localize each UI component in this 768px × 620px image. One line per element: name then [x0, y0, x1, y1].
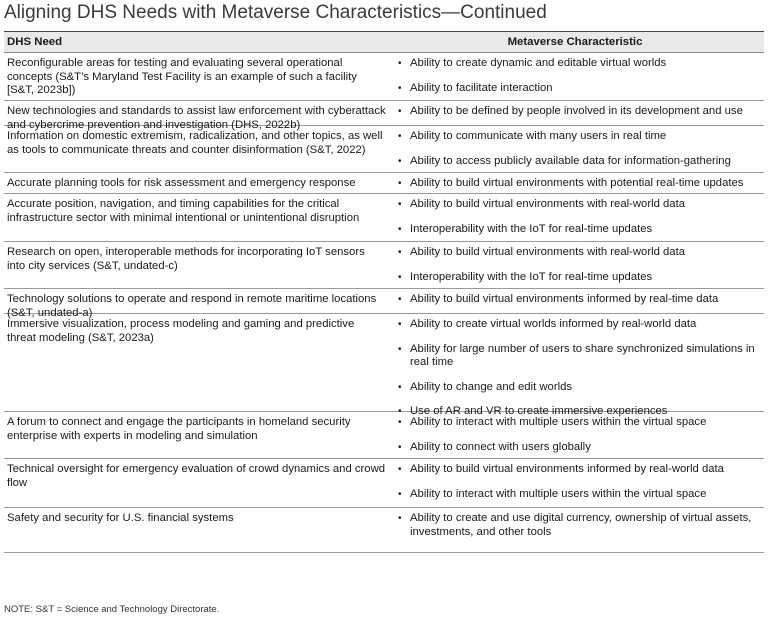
metaverse-characteristic-cell	[396, 314, 764, 418]
list-item	[396, 512, 760, 539]
list-item	[396, 488, 760, 502]
table-row	[4, 459, 764, 508]
table-body	[4, 53, 764, 553]
dhs-need-cell: Technical oversight for emergency evaluation of crowd dynamics and crowd flow	[7, 463, 386, 489]
metaverse-characteristic-cell	[396, 101, 764, 125]
table-row	[4, 126, 764, 173]
bullet-icon: •	[398, 343, 402, 355]
bullet-icon: •	[398, 223, 402, 235]
characteristic-text: Ability to create dynamic and editable virtual worlds	[410, 57, 667, 69]
table-row	[4, 242, 764, 289]
list-item	[396, 57, 760, 71]
metaverse-characteristic-cell	[396, 53, 764, 100]
table-row	[4, 289, 764, 319]
characteristic-text: Ability to create virtual worlds informed by real-world data	[410, 318, 697, 330]
bullet-icon: •	[398, 131, 402, 142]
bullet-icon: •	[398, 178, 402, 189]
bullet-icon: •	[398, 294, 402, 305]
table-row	[4, 173, 764, 194]
metaverse-characteristic-cell	[396, 173, 764, 193]
characteristic-text: Ability to create and use digital currency, ownership of virtual assets, investments, and other tools	[410, 512, 752, 538]
list-item	[396, 463, 760, 477]
list-item	[396, 246, 760, 260]
characteristic-text: Ability to change and edit worlds	[410, 380, 573, 393]
table-row	[4, 508, 764, 553]
bullet-icon: •	[398, 381, 402, 393]
characteristic-text: Ability for large number of users to share synchronized simulations in real time	[410, 342, 755, 369]
dhs-need-cell: Research on open, interoperable methods for incorporating IoT sensors into city services (S&T, undated-c)	[7, 246, 365, 272]
dhs-need-cell: Technology solutions to operate and respond in remote maritime locations (S&T, undated-a)	[7, 293, 377, 319]
bullet-icon: •	[398, 441, 402, 453]
characteristic-text: Ability to interact with multiple users within the virtual space	[410, 416, 707, 428]
metaverse-characteristic-cell	[396, 126, 764, 172]
metaverse-characteristic-cell	[396, 194, 764, 241]
dhs-need-cell: Safety and security for U.S. financial systems	[7, 512, 234, 524]
bullet-icon: •	[398, 319, 402, 330]
list-item	[396, 223, 760, 237]
bullet-icon: •	[398, 488, 402, 500]
dhs-need-cell: Reconfigurable areas for testing and evaluating several operational concepts (S&T’s Maryland Test Facility is an example of such a facility [S&T, 2023b])	[7, 57, 357, 97]
characteristic-text: Ability to build virtual environments with real-world data	[410, 246, 686, 258]
table-title: Aligning DHS Needs with Metaverse Characteristics—Continued	[4, 2, 547, 23]
characteristic-text: Ability to connect with users globally	[410, 440, 591, 453]
characteristic-text: Interoperability with the IoT for real-time updates	[410, 222, 653, 235]
list-item	[396, 381, 760, 395]
table-header	[4, 32, 764, 53]
dhs-need-cell: Accurate planning tools for risk assessment and emergency response	[7, 177, 356, 189]
metaverse-characteristic-cell	[396, 508, 764, 552]
table-row	[4, 314, 764, 418]
bullet-icon: •	[398, 464, 402, 475]
bullet-icon: •	[398, 417, 402, 428]
dhs-need-cell: Immersive visualization, process modeling and gaming and predictive threat modeling (S&T, 2023a)	[7, 318, 355, 344]
list-item	[396, 177, 760, 191]
dhs-need-cell: New technologies and standards to assist law enforcement with cyberattack and cybercrime prevention and investigation (DHS, 2022b)	[7, 105, 386, 131]
dhs-need-cell: Information on domestic extremism, radicalization, and other topics, as well as tools to communicate threats and counter disinformation (S&T, 2022)	[7, 130, 383, 156]
characteristic-text: Ability to build virtual environments informed by real-time data	[410, 293, 719, 305]
characteristic-text: Ability to communicate with many users in real time	[410, 130, 667, 142]
characteristic-text: Interoperability with the IoT for real-time updates	[410, 270, 653, 283]
bullet-icon: •	[398, 58, 402, 69]
list-item	[396, 130, 760, 144]
metaverse-characteristic-cell	[396, 289, 764, 313]
metaverse-characteristic-cell	[396, 459, 764, 507]
bullet-icon: •	[398, 82, 402, 94]
list-item	[396, 155, 760, 169]
characteristic-text: Ability to build virtual environments with real-world data	[410, 198, 686, 210]
table-row	[4, 101, 764, 131]
list-item	[396, 82, 760, 96]
list-item	[396, 271, 760, 285]
characteristic-text: Ability to build virtual environments with potential real-time updates	[410, 177, 744, 189]
bullet-icon: •	[398, 406, 402, 418]
needs-table	[4, 31, 764, 553]
table-row	[4, 194, 764, 242]
bullet-icon: •	[398, 106, 402, 117]
list-item	[396, 441, 760, 455]
characteristic-text: Ability to interact with multiple users within the virtual space	[410, 487, 707, 500]
characteristic-text: Ability to be defined by people involved in its development and use	[410, 105, 743, 117]
characteristic-text: Ability to access publicly available data for information-gathering	[410, 154, 731, 167]
metaverse-characteristic-cell	[396, 242, 764, 288]
list-item	[396, 318, 760, 332]
bullet-icon: •	[398, 247, 402, 258]
dhs-need-cell: A forum to connect and engage the participants in homeland security enterprise with experts in modeling and simulation	[7, 416, 351, 442]
bullet-icon: •	[398, 513, 402, 524]
bullet-icon: •	[398, 199, 402, 210]
metaverse-characteristic-cell	[396, 412, 764, 458]
dhs-need-cell: Accurate position, navigation, and timing capabilities for the critical infrastructure sector with minimal intentional or unintentional disruption	[7, 198, 360, 224]
column-header-metaverse-characteristic: Metaverse Characteristic	[507, 36, 643, 48]
list-item	[396, 198, 760, 212]
list-item	[396, 105, 760, 119]
characteristic-text: Ability to build virtual environments informed by real-world data	[410, 463, 724, 475]
list-item	[396, 343, 760, 370]
column-header-dhs-need: DHS Need	[7, 36, 63, 48]
bullet-icon: •	[398, 271, 402, 283]
characteristic-text: Use of AR and VR to create immersive experiences	[410, 405, 668, 418]
list-item	[396, 416, 760, 430]
table-row	[4, 412, 764, 459]
list-item	[396, 293, 760, 307]
table-note: NOTE: S&T = Science and Technology Directorate.	[4, 604, 220, 615]
characteristic-text: Ability to facilitate interaction	[410, 81, 553, 94]
bullet-icon: •	[398, 155, 402, 167]
table-row	[4, 53, 764, 101]
